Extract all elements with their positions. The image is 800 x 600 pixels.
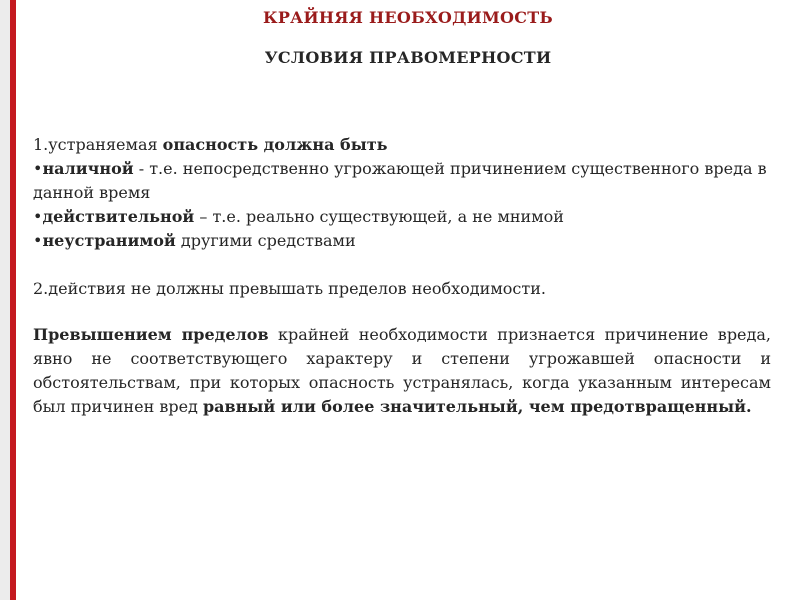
definition-paragraph bbox=[33, 323, 771, 419]
bullet-marker: • bbox=[33, 231, 43, 250]
slide-content bbox=[33, 133, 771, 419]
bullet-text: другими средствами bbox=[175, 231, 356, 250]
side-accent-bar bbox=[10, 0, 16, 600]
spacer bbox=[33, 301, 771, 323]
bullet-bold: наличной bbox=[42, 159, 134, 178]
bullet-bold: неустранимой bbox=[42, 231, 176, 250]
condition-1-prefix: 1.устраняемая bbox=[33, 135, 163, 154]
condition-2: 2.действия не должны превышать пределов необходимости. bbox=[33, 279, 546, 298]
spacer bbox=[33, 253, 771, 277]
slide-title: КРАЙНЯЯ НЕОБХОДИМОСТЬ bbox=[262, 8, 554, 27]
bullet-marker: • bbox=[33, 207, 43, 226]
definition-text: крайней необходимости признается причинение вреда, явно не соответствующего характеру и степени угрожавшей опасности и обстоятельствам, при которых опасность устранялась, когда указанным интересам был причинен вред bbox=[33, 325, 771, 416]
bullet-bold: действительной bbox=[42, 207, 195, 226]
definition-bold-start: Превышением пределов bbox=[33, 325, 269, 344]
condition-1-bold: опасность должна быть bbox=[162, 135, 388, 154]
bullet-text: - т.е. непосредственно угрожающей причинением существенного вреда в данной время bbox=[33, 159, 767, 202]
bullet-item bbox=[33, 157, 771, 205]
side-grey-bar bbox=[0, 0, 10, 600]
bullet-marker: • bbox=[33, 159, 43, 178]
bullet-item bbox=[33, 229, 771, 253]
condition-1 bbox=[33, 133, 771, 157]
bullet-item bbox=[33, 205, 771, 229]
definition-bold-end: равный или более значительный, чем предотвращенный. bbox=[202, 397, 752, 416]
slide-subtitle: УСЛОВИЯ ПРАВОМЕРНОСТИ bbox=[264, 48, 552, 67]
bullet-text: – т.е. реально существующей, а не мнимой bbox=[194, 207, 564, 226]
